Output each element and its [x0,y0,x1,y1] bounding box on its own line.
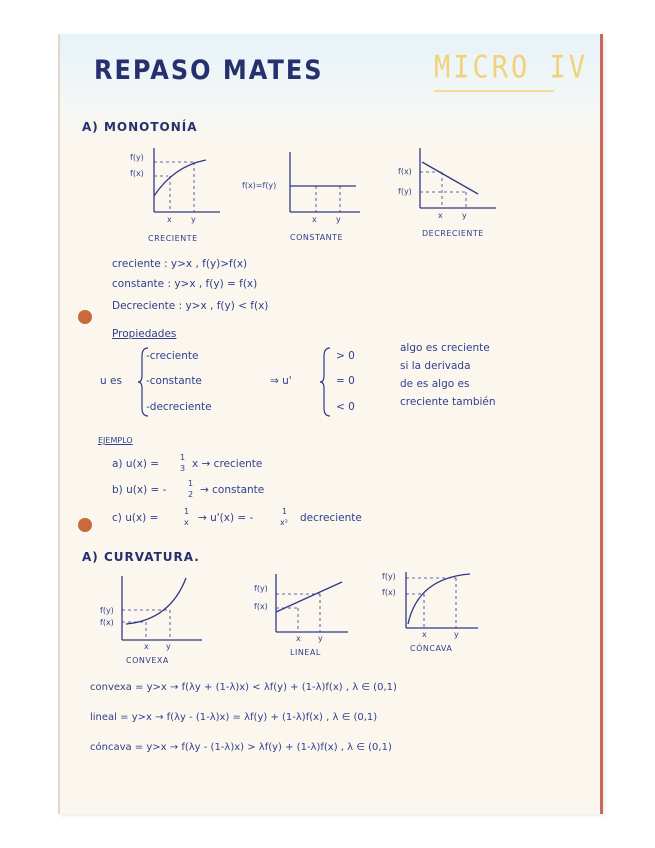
graph-convexa [114,574,204,646]
section-curvatura-heading: A) CURVATURA. [82,550,200,564]
page-title: REPASO MATES [94,54,324,86]
graph-concava-xlabel-y: y [454,630,459,639]
propiedades-item-decreciente: -decreciente [146,401,212,413]
graph-concava-caption: CÓNCAVA [410,644,453,653]
graph-lineal-ylabel-fx: f(x) [254,602,268,611]
punch-hole [78,310,92,324]
rule-convexa: convexa = y>x → f(λy + (1-λ)x) < λf(y) + (1-λ)f(x) , λ ∈ (0,1) [90,682,397,693]
graph-decreciente-caption: DECRECIENTE [422,229,484,238]
graph-concava-ylabel-fx: f(x) [382,588,396,597]
graph-decreciente-xlabel-x: x [438,211,443,220]
rule-constante: constante : y>x , f(y) = f(x) [112,278,258,290]
note-line-2: si la derivada [400,360,471,372]
propiedades-item-constante: -constante [146,375,202,387]
subject-underline [434,90,554,92]
graph-creciente-ylabel-fy: f(y) [130,153,144,162]
notebook-page: REPASO MATES MICRO IV A) MONOTONÍA f(y) f(x) x y CRECIENTE f(x)=f(y) x y CONSTANTE f(x) f(y) x y DECRECIENTE creciente : y>x , f(y)>f(x) constante : y>x , f(y) = f(x) Decreciente : y>x , f(y) < f(x) Propiedades u es -creciente -constante -decreciente ⇒ u' > 0 = 0 < 0 algo es creciente si la derivada de es algo es creciente también EJEMPLO a) u(x) = 1 3 x → creciente b) u(x) = - 1 2 → constante c) u(x) = 1 x → u'(x) = - 1 x² decreciente A) CURVATURA. f(y) f(x) x y CONVEXA f(y) f(x) x y LINEAL f(y) f(x) x y CÓNCAVA convexa = y>x → f(λy + (1-λ)x) < λf(y) + (1-λ)f(x) , λ ∈ (0,1) lineal = y>x → f(λy - (1-λ)x) = λf(y) + (1-λ)f(x) , λ ∈ (0,1) cóncava = y>x → f(λy - (1-λ)x) > λf(y) + (1-λ)f(x) , λ ∈ (0,1) [58,34,603,814]
note-line-1: algo es creciente [400,342,490,354]
note-line-3: de es algo es [400,378,470,390]
rule-concava: cóncava = y>x → f(λy - (1-λ)x) > λf(y) + (1-λ)f(x) , λ ∈ (0,1) [90,742,392,753]
section-monotonia-heading: A) MONOTONÍA [82,120,198,134]
graph-lineal-xlabel-y: y [318,634,323,643]
rule-decreciente: Decreciente : y>x , f(y) < f(x) [112,300,269,312]
sign-positive: > 0 [336,350,355,362]
sign-zero: = 0 [336,375,355,387]
graph-lineal-caption: LINEAL [290,648,321,657]
graph-decreciente-xlabel-y: y [462,211,467,220]
rule-creciente: creciente : y>x , f(y)>f(x) [112,258,248,270]
graph-decreciente-ylabel-fx: f(x) [398,167,412,176]
propiedades-lead: u es [100,375,122,387]
graph-concava-ylabel-fy: f(y) [382,572,396,581]
propiedades-item-creciente: -creciente [146,350,199,362]
graph-creciente [132,146,222,226]
graph-concava [400,570,480,632]
graph-constante-xlabel-y: y [336,215,341,224]
subject-title: MICRO IV [434,49,589,86]
graph-creciente-xlabel-y: y [191,215,196,224]
note-line-4: creciente también [400,396,496,408]
graph-convexa-caption: CONVEXA [126,656,169,665]
graph-convexa-ylabel-fx: f(x) [100,618,114,627]
graph-constante-caption: CONSTANTE [290,233,344,242]
graph-creciente-xlabel-x: x [167,215,172,224]
ejemplo-heading: EJEMPLO [98,436,133,445]
graph-decreciente [400,146,500,218]
punch-hole [78,518,92,532]
rule-lineal: lineal = y>x → f(λy - (1-λ)x) = λf(y) + (1-λ)f(x) , λ ∈ (0,1) [90,712,378,723]
sign-negative: < 0 [336,401,355,413]
right-brace [320,346,334,418]
graph-constante-xlabel-x: x [312,215,317,224]
graph-lineal-xlabel-x: x [296,634,301,643]
graph-convexa-xlabel-y: y [166,642,171,651]
propiedades-heading: Propiedades [112,328,177,340]
graph-constante [268,150,368,220]
graph-decreciente-ylabel-fy: f(y) [398,187,412,196]
graph-constante-ylabel: f(x)=f(y) [242,181,277,190]
graph-creciente-ylabel-fx: f(x) [130,169,144,178]
graph-convexa-xlabel-x: x [144,642,149,651]
graph-creciente-caption: CRECIENTE [148,234,198,243]
graph-concava-xlabel-x: x [422,630,427,639]
propiedades-implies: ⇒ u' [270,375,292,387]
graph-convexa-ylabel-fy: f(y) [100,606,114,615]
graph-lineal [270,572,350,638]
graph-lineal-ylabel-fy: f(y) [254,584,268,593]
